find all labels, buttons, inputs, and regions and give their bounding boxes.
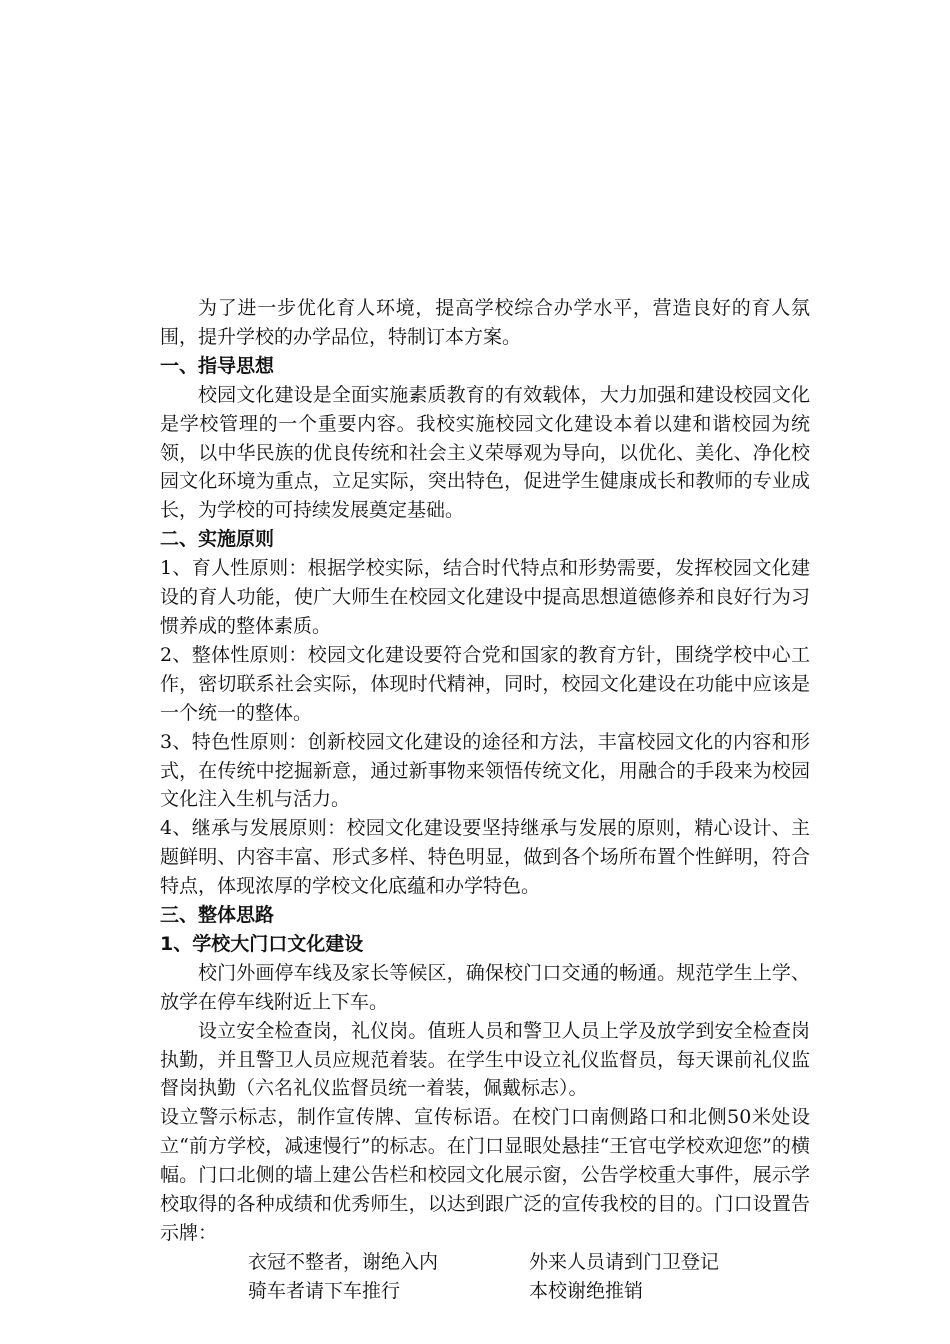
section-3-paragraph: 设立警示标志，制作宣传牌、宣传标语。在校门口南侧路口和北侧50米处设立“前方学校，减速慢行”的标志。在门口显眼处悬挂“王官屯学校欢迎您”的横幅。门口北侧的墙上建公告栏和校园文化展示窗，公告学校重大事件，展示学校取得的各种成绩和优秀师生，以达到跟广泛的宣传我校的目的。门口设置告示牌： [160,1106,810,1244]
section-1-heading: 一、指导思想 [160,354,275,377]
principle-item: 4、继承与发展原则：校园文化建设要坚持继承与发展的原则，精心设计、主题鲜明、内容丰富、形式多样、特色明显，做到各个场所布置个性鲜明，符合特点，体现浓厚的学校文化底蕴和办学特色。 [160,817,810,898]
section-1-body: 校园文化建设是全面实施素质教育的有效载体，大力加强和建设校园文化是学校管理的一个重要内容。我校实施校园文化建设本着以建和谐校园为统领，以中华民族的优良传统和社会主义荣辱观为导向，以优化、美化、净化校园文化环境为重点，立足实际，突出特色，促进学生健康成长和教师的专业成长，为学校的可持续发展奠定基础。 [160,383,810,522]
notice-text: 衣冠不整者，谢绝入内 [248,1250,439,1273]
notice-text: 本校谢绝推销 [529,1279,644,1302]
section-3-subheading: 1、学校大门口文化建设 [160,932,364,955]
principle-item: 1、育人性原则：根据学校实际，结合时代特点和形势需要，发挥校园文化建设的育人功能，使广大师生在校园文化建设中提高思想道德修养和良好行为习惯养成的整体素质。 [160,557,810,637]
section-2-heading: 二、实施原则 [160,528,275,551]
notice-text: 外来人员请到门卫登记 [529,1250,720,1273]
document-page [160,294,810,1306]
section-3-paragraph: 校门外画停车线及家长等候区，确保校门口交通的畅通。规范学生上学、放学在停车线附近上下车。 [160,961,810,1013]
principle-item: 3、特色性原则：创新校园文化建设的途径和方法，丰富校园文化的内容和形式，在传统中挖掘新意，通过新事物来领悟传统文化，用融合的手段来为校园文化注入生机与活力。 [160,730,810,811]
principle-item: 2、整体性原则：校园文化建设要符合党和国家的教育方针，围绕学校中心工作，密切联系社会实际，体现时代精神，同时，校园文化建设在功能中应该是一个统一的整体。 [160,643,810,724]
notice-row [160,1248,810,1277]
notice-text: 骑车者请下车推行 [248,1279,401,1302]
intro-paragraph: 为了进一步优化育人环境，提高学校综合办学水平，营造良好的育人氛围，提升学校的办学品位，特制订本方案。 [160,297,810,348]
section-3-heading: 三、整体思路 [160,904,275,927]
notice-row [160,1277,810,1306]
section-3-paragraph: 设立安全检查岗，礼仪岗。值班人员和警卫人员上学及放学到安全检查岗执勤，并且警卫人员应规范着装。在学生中设立礼仪监督员，每天课前礼仪监督岗执勤（六名礼仪监督员统一着装，佩戴标志）。 [160,1019,810,1100]
